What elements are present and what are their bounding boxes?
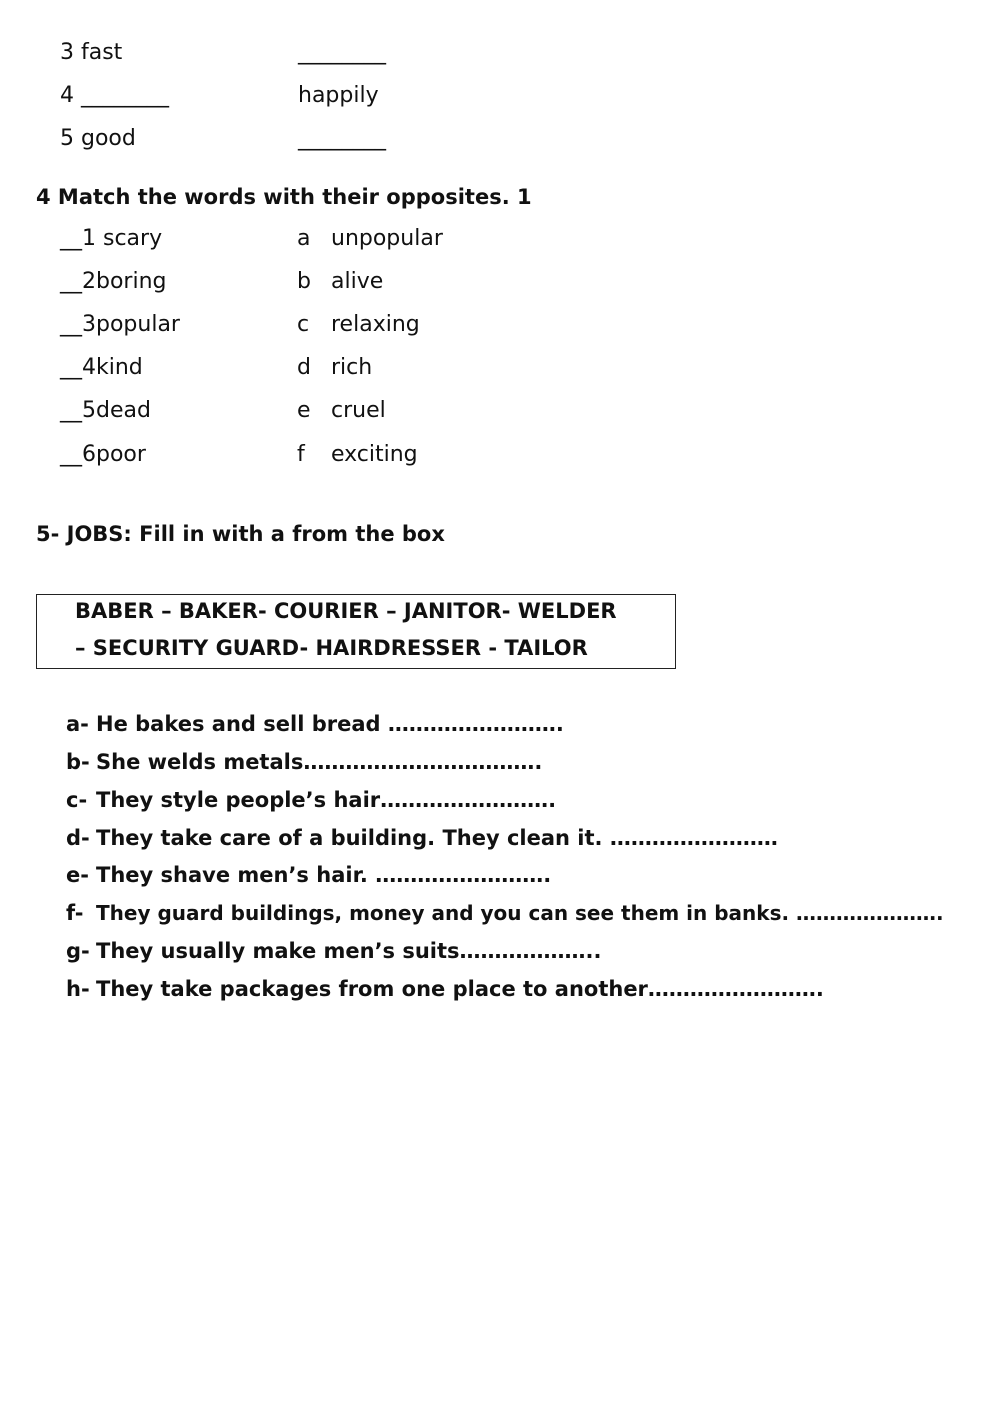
job-item-label: e- (66, 863, 89, 887)
job-item-text: He bakes and sell bread ……………………. (96, 712, 564, 736)
job-item-text: They guard buildings, money and you can see them in banks. …………………. (96, 901, 944, 925)
job-item-text: She welds metals……………………………. (96, 750, 543, 774)
match-letter: a (297, 226, 311, 251)
match-letter: f (297, 442, 305, 467)
match-word: __4kind (60, 355, 143, 380)
match-option: relaxing (331, 312, 420, 337)
section3-row-word: 3 fast (60, 40, 123, 65)
match-word: __6poor (60, 442, 146, 467)
job-item-text: They usually make men’s suits……………….. (96, 939, 602, 963)
word-box-line-2: – SECURITY GUARD- HAIRDRESSER - TAILOR (75, 636, 588, 660)
match-word: __5dead (60, 398, 151, 423)
match-option: alive (331, 269, 384, 294)
match-letter: b (297, 269, 311, 294)
job-item-text: They style people’s hair……………………. (96, 788, 557, 812)
job-item-label: g- (66, 939, 90, 963)
match-word: __1 scary (60, 226, 163, 251)
job-item-label: b- (66, 750, 90, 774)
match-letter: e (297, 398, 311, 423)
job-item-label: c- (66, 788, 88, 812)
section4-heading: 4 Match the words with their opposites. 1 (36, 185, 532, 209)
match-word: __2boring (60, 269, 167, 294)
match-option: unpopular (331, 226, 443, 251)
section5-heading: 5- JOBS: Fill in with a from the box (36, 522, 445, 546)
section3-row-answer: ________ (298, 126, 386, 151)
job-item-label: d- (66, 826, 90, 850)
section3-row-answer: ________ (298, 40, 386, 65)
job-item-text: They shave men’s hair. ……………………. (96, 863, 552, 887)
match-word: __3popular (60, 312, 180, 337)
section3-row-answer: happily (298, 83, 379, 108)
match-option: cruel (331, 398, 386, 423)
word-box-line-1: BABER – BAKER- COURIER – JANITOR- WELDER (75, 599, 617, 623)
job-item-text: They take packages from one place to another……………………. (96, 977, 824, 1001)
job-item-label: f- (66, 901, 84, 925)
match-option: rich (331, 355, 373, 380)
section3-row-word: 5 good (60, 126, 136, 151)
job-item-text: They take care of a building. They clean it. …………………… (96, 826, 778, 850)
job-item-label: h- (66, 977, 90, 1001)
match-letter: c (297, 312, 310, 337)
match-option: exciting (331, 442, 418, 467)
job-item-label: a- (66, 712, 89, 736)
section3-row-word: 4 ________ (60, 83, 169, 108)
match-letter: d (297, 355, 311, 380)
